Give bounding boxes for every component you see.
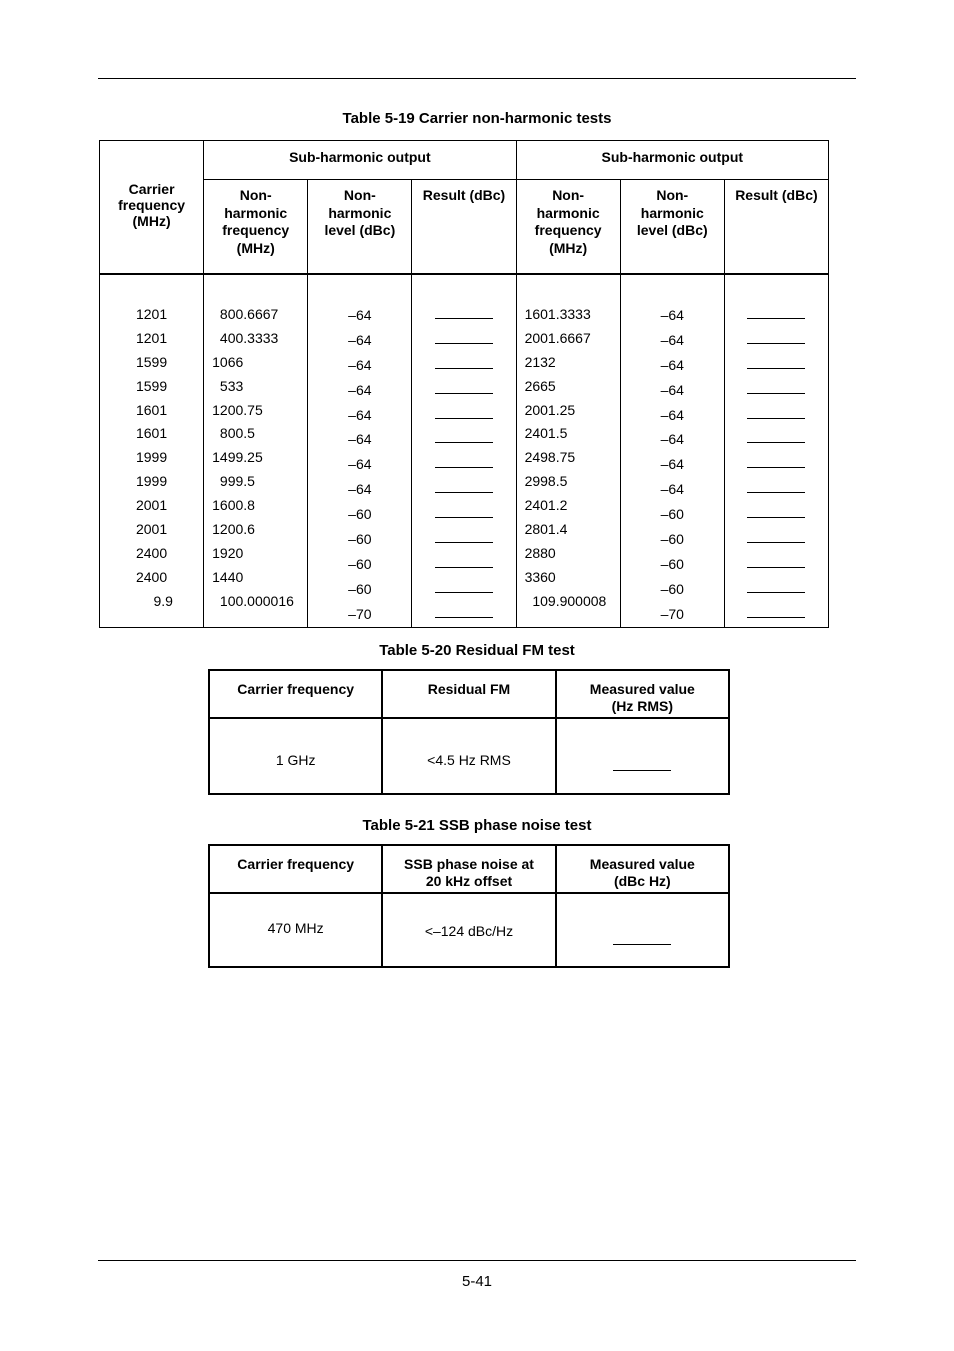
nonharmonic-frequency-column-1 [204, 275, 308, 627]
nonharmonic-frequency-cell: 400.3333 [212, 329, 279, 346]
nonharmonic-frequency-cell: 1601.3333 [524, 306, 591, 322]
result-entry-blank[interactable] [435, 602, 493, 618]
result-entry-blank[interactable] [435, 452, 493, 468]
carrier-frequency-cell: 1601 [135, 401, 168, 418]
result-entry-blank[interactable] [435, 577, 493, 593]
nonharmonic-frequency-cell: 2401.5 [524, 425, 568, 442]
nonharmonic-frequency-cell: 2998.5 [524, 473, 568, 490]
nonharmonic-level-cell: –64 [660, 406, 684, 423]
group-header-sub-harmonic-1: Sub-harmonic output [204, 141, 516, 180]
result-column-1 [412, 275, 516, 627]
result-entry-blank[interactable] [747, 552, 805, 568]
nonharmonic-frequency-cell: 533 [212, 377, 244, 394]
nonharmonic-frequency-cell: 1440 [212, 568, 244, 585]
result-entry-blank[interactable] [435, 527, 493, 543]
nonharmonic-frequency-cell: 2801.4 [524, 521, 568, 538]
carrier-frequency-header: Carrier frequency [209, 670, 382, 718]
carrier-frequency-cell: 2400 [135, 544, 168, 561]
nonharmonic-level-cell: –64 [348, 356, 372, 373]
nonharmonic-frequency-cell: 2498.75 [524, 449, 576, 466]
residual-fm-table [208, 669, 730, 795]
table-5-19-caption: Table 5-19 Carrier non-harmonic tests [342, 110, 612, 127]
measured-value-header: Measured value (Hz RMS) [556, 670, 729, 718]
page-number: 5-41 [461, 1273, 493, 1290]
result-entry-blank[interactable] [747, 477, 805, 493]
table-5-20-caption: Table 5-20 Residual FM test [379, 642, 575, 659]
result-entry-blank[interactable] [435, 378, 493, 394]
result-entry-blank[interactable] [747, 378, 805, 394]
nonharmonic-level-cell: –64 [348, 406, 372, 423]
nonharmonic-level-column-2 [621, 275, 725, 627]
header-rule [98, 78, 856, 79]
ssb-phase-noise-value: <–124 dBc/Hz [382, 893, 555, 967]
result-entry-blank[interactable] [747, 502, 805, 518]
col-result-header-2: Result (dBc) [725, 180, 828, 275]
nonharmonic-frequency-cell: 800.5 [212, 425, 255, 442]
nonharmonic-level-cell: –60 [660, 555, 684, 572]
residual-fm-header: Residual FM [382, 670, 555, 718]
result-entry-blank[interactable] [747, 403, 805, 419]
nonharmonic-level-cell: –64 [660, 331, 684, 348]
carrier-frequency-header: Carrier frequency [209, 845, 382, 893]
nonharmonic-level-column-1 [308, 275, 412, 627]
result-entry-blank[interactable] [435, 477, 493, 493]
carrier-frequency-cell: 1601 [135, 425, 168, 442]
nonharmonic-level-cell: –60 [348, 531, 372, 548]
ssb-phase-noise-header: SSB phase noise at 20 kHz offset [382, 845, 555, 893]
nonharmonic-level-cell: –64 [660, 307, 684, 323]
carrier-frequency-cell: 1599 [135, 377, 168, 394]
carrier-frequency-cell: 9.9 [130, 592, 173, 609]
carrier-frequency-cell: 1201 [135, 306, 168, 322]
result-entry-blank[interactable] [747, 328, 805, 344]
nonharmonic-frequency-cell: 1920 [212, 544, 244, 561]
result-entry-blank[interactable] [747, 303, 805, 319]
nonharmonic-level-cell: –64 [348, 431, 372, 448]
result-entry-blank[interactable] [747, 353, 805, 369]
col-nonharmonic-level-header-1: Non- harmonic level (dBc) [308, 180, 412, 275]
nonharmonic-level-cell: –64 [660, 381, 684, 398]
nonharmonic-frequency-cell: 100.000016 [212, 592, 294, 609]
nonharmonic-level-cell: –64 [348, 381, 372, 398]
nonharmonic-level-cell: –60 [348, 555, 372, 572]
ssb-phase-noise-table [208, 844, 730, 968]
nonharmonic-frequency-cell: 800.6667 [212, 306, 279, 322]
nonharmonic-frequency-cell: 1499.25 [212, 449, 263, 466]
nonharmonic-level-cell: –70 [348, 605, 372, 622]
result-entry-blank[interactable] [435, 552, 493, 568]
nonharmonic-frequency-column-2 [517, 275, 621, 627]
result-entry-blank[interactable] [435, 303, 493, 319]
nonharmonic-frequency-cell: 2880 [524, 544, 556, 561]
result-entry-blank[interactable] [747, 427, 805, 443]
residual-fm-value: <4.5 Hz RMS [382, 718, 555, 794]
nonharmonic-frequency-cell: 2665 [524, 377, 556, 394]
result-entry-blank[interactable] [435, 403, 493, 419]
result-entry-blank[interactable] [435, 328, 493, 344]
carrier-frequency-cell: 1599 [135, 353, 168, 370]
nonharmonic-frequency-cell: 3360 [524, 568, 556, 585]
nonharmonic-level-cell: –60 [348, 506, 372, 523]
measured-value-entry[interactable] [556, 718, 729, 794]
nonharmonic-level-cell: –64 [348, 307, 372, 323]
result-entry-blank[interactable] [747, 602, 805, 618]
carrier-frequency-cell: 1999 [135, 449, 168, 466]
nonharmonic-level-cell: –60 [348, 580, 372, 597]
nonharmonic-frequency-cell: 1600.8 [212, 497, 255, 514]
result-entry-blank[interactable] [747, 452, 805, 468]
col-nonharmonic-frequency-header-2: Non- harmonic frequency (MHz) [517, 180, 621, 275]
nonharmonic-level-cell: –64 [660, 356, 684, 373]
col-nonharmonic-level-header-2: Non- harmonic level (dBc) [621, 180, 725, 275]
result-entry-blank[interactable] [435, 353, 493, 369]
carrier-frequency-cell: 1999 [135, 473, 168, 490]
nonharmonic-level-cell: –60 [660, 531, 684, 548]
nonharmonic-level-cell: –64 [348, 481, 372, 498]
nonharmonic-level-cell: –64 [660, 481, 684, 498]
result-entry-blank[interactable] [747, 577, 805, 593]
nonharmonic-frequency-cell: 1066 [212, 353, 244, 370]
carrier-frequency-column [100, 275, 204, 627]
nonharmonic-frequency-cell: 2001.25 [524, 401, 576, 418]
carrier-frequency-value: 1 GHz [209, 718, 382, 794]
carrier-non-harmonic-table [99, 140, 829, 628]
measured-value-header: Measured value (dBc Hz) [556, 845, 729, 893]
col-carrier-frequency-header: Carrier frequency (MHz) [100, 141, 204, 275]
col-result-header-1: Result (dBc) [412, 180, 516, 275]
nonharmonic-level-cell: –60 [660, 580, 684, 597]
result-column-2 [725, 275, 828, 627]
group-header-sub-harmonic-2: Sub-harmonic output [517, 141, 828, 180]
col-nonharmonic-frequency-header-1: Non- harmonic frequency (MHz) [204, 180, 308, 275]
footer-rule [98, 1260, 856, 1261]
result-entry-blank[interactable] [435, 427, 493, 443]
nonharmonic-frequency-cell: 2132 [524, 353, 556, 370]
nonharmonic-level-cell: –64 [348, 331, 372, 348]
nonharmonic-level-cell: –64 [660, 431, 684, 448]
measured-value-entry[interactable] [556, 893, 729, 967]
nonharmonic-frequency-cell: 109.900008 [524, 592, 607, 609]
nonharmonic-frequency-cell: 2401.2 [524, 497, 568, 514]
table-5-21-caption: Table 5-21 SSB phase noise test [362, 817, 592, 834]
carrier-frequency-value: 470 MHz [209, 893, 382, 967]
nonharmonic-frequency-cell: 1200.6 [212, 521, 255, 538]
nonharmonic-level-cell: –64 [660, 456, 684, 473]
nonharmonic-level-cell: –60 [660, 506, 684, 523]
result-entry-blank[interactable] [435, 502, 493, 518]
result-entry-blank[interactable] [747, 527, 805, 543]
nonharmonic-level-cell: –70 [660, 605, 684, 622]
nonharmonic-level-cell: –64 [348, 456, 372, 473]
carrier-frequency-cell: 2400 [135, 568, 168, 585]
carrier-frequency-cell: 1201 [135, 329, 168, 346]
carrier-frequency-cell: 2001 [135, 497, 168, 514]
nonharmonic-frequency-cell: 2001.6667 [524, 329, 591, 346]
nonharmonic-frequency-cell: 999.5 [212, 473, 255, 490]
carrier-frequency-cell: 2001 [135, 521, 168, 538]
nonharmonic-frequency-cell: 1200.75 [212, 401, 263, 418]
